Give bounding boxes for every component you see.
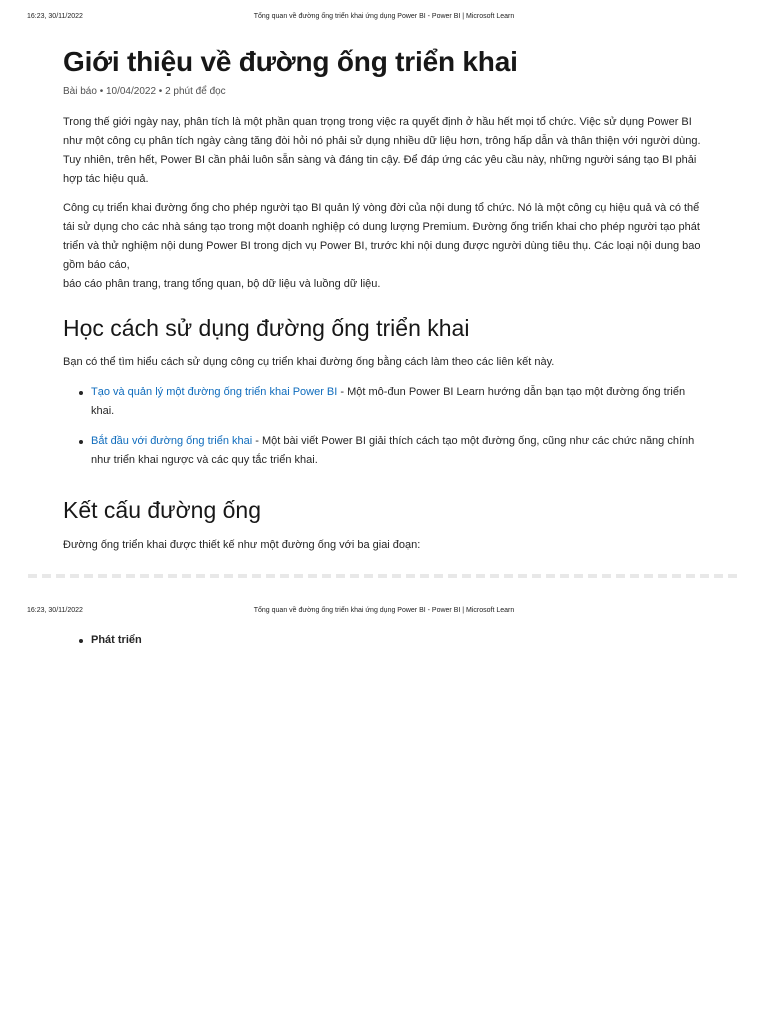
pdf-page-2 [0, 600, 768, 1024]
intro-paragraph-2-line2: báo cáo phân trang, trang tổng quan, bộ dữ liệu và luồng dữ liệu. [63, 278, 381, 290]
article-body [63, 45, 705, 294]
learn-links-list [63, 383, 705, 470]
page-title: Giới thiệu về đường ống triển khai [63, 46, 518, 77]
stages-list-container [63, 631, 705, 650]
list-item [91, 432, 705, 470]
section-learn [63, 314, 705, 470]
print-header [0, 13, 768, 25]
section-structure-intro: Đường ống triển khai được thiết kế như một đường ống với ba giai đoạn: [63, 539, 421, 551]
list-item [91, 383, 705, 421]
link-get-started-pipeline[interactable]: Bắt đầu với đường ống triển khai [91, 435, 253, 447]
intro-paragraph-1: Trong thế giới ngày nay, phân tích là một phần quan trọng trong việc ra quyết định ở hầu hết mọi tổ chức. Việc sử dụng Power BI như một công cụ phân tích ngày càng tăng đòi hỏi nó phải sử dụng nhiều dữ liệu hơn, trông hấp dẫn và thân thiện với người dùng. Tuy nhiên, trên hết, Power BI cần phải luôn sẵn sàng và đáng tin cậy. Để đáp ứng các yêu cầu này, những người sáng tạo BI phải hợp tác hiệu quả. [63, 116, 701, 185]
section-heading-learn: Học cách sử dụng đường ống triển khai [63, 315, 470, 341]
page-cutoff-line [28, 574, 740, 578]
intro-paragraph-2-text: Công cụ triển khai đường ống cho phép người tạo BI quản lý vòng đời của nội dung tổ chức. Nó là một công cụ hiệu quả và có thể tái sử dụng cho các nhà sáng tạo trong một doanh nghiệp có dung lượng Premium. Đường ống triển khai cho phép người tạo phát triển và thử nghiệm nội dung Power BI trong dịch vụ Power BI, trước khi nội dung được người dùng tiêu thụ. Các loại nội dung bao gồm báo cáo, [63, 202, 701, 271]
print-datetime: 16:23, 30/11/2022 [27, 607, 83, 614]
article-meta: Bài báo • 10/04/2022 • 2 phút để đọc [63, 86, 226, 97]
section-learn-intro: Bạn có thể tìm hiểu cách sử dụng công cụ triển khai đường ống bằng cách làm theo các liên kết này. [63, 356, 555, 368]
link-create-manage-pipeline[interactable]: Tạo và quản lý một đường ống triển khai Power BI [91, 386, 338, 398]
print-doc-title: Tổng quan về đường ống triển khai ứng dụng Power BI - Power BI | Microsoft Learn [253, 607, 515, 614]
section-heading-structure: Kết cấu đường ống [63, 497, 262, 523]
list-item-description: - Một mô-đun Power BI Learn hướng dẫn bạn tạo một đường ống triển khai. [91, 386, 686, 417]
intro-paragraph-2 [63, 199, 705, 294]
print-header-page-2 [0, 607, 768, 619]
stage-item-development: Phát triển [91, 631, 705, 650]
stages-list [63, 631, 705, 650]
print-datetime: 16:23, 30/11/2022 [27, 13, 83, 20]
list-item-description: - Một bài viết Power BI giải thích cách tạo một đường ống, cũng như các chức năng chính như triển khai ngược và các quy tắc triển khai. [91, 435, 695, 466]
section-structure [63, 496, 705, 555]
print-doc-title: Tổng quan về đường ống triển khai ứng dụng Power BI - Power BI | Microsoft Learn [253, 13, 515, 20]
